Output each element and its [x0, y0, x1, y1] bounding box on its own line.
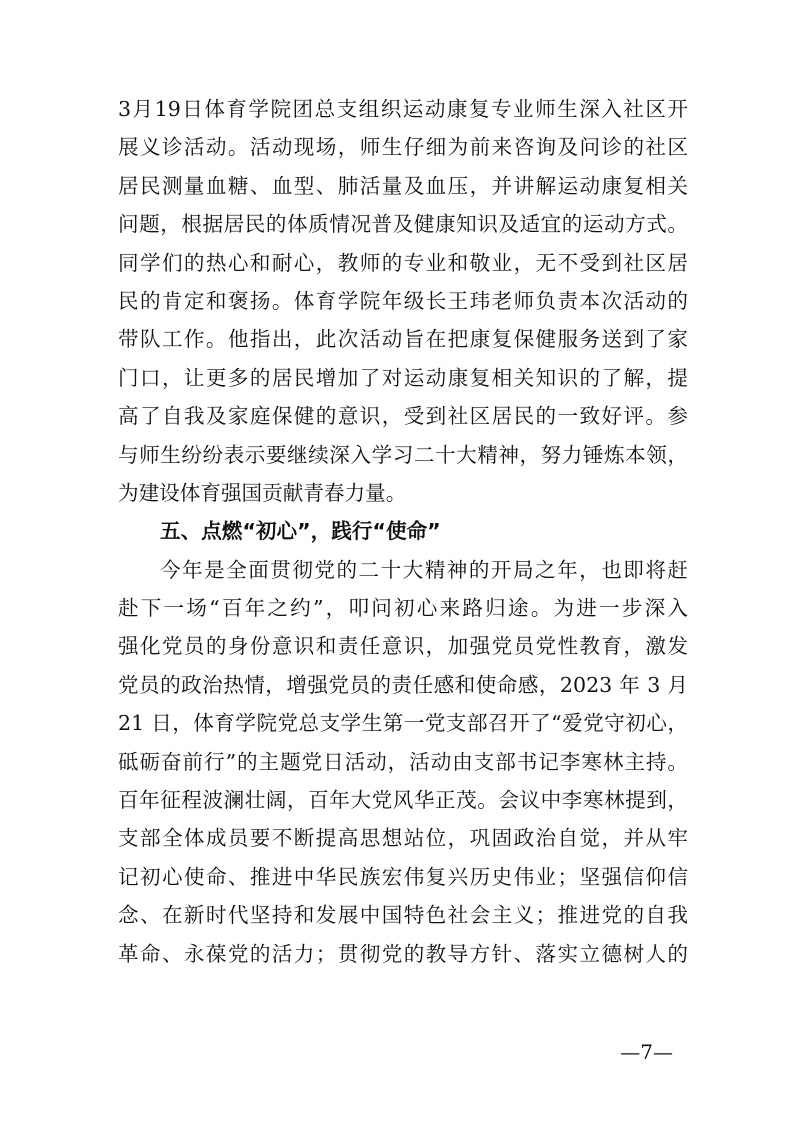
text-line: 党员的政治热情，增强党员的责任感和使命感，2023 年 3 月 — [118, 672, 688, 697]
text-line: 21 日，体育学院党总支学生第一党支部召开了“爱党守初心， — [118, 711, 688, 736]
text-line: 带队工作。他指出，此次活动旨在把康复保健服务送到了家 — [118, 327, 688, 352]
text-line: 居民测量血糖、血型、肺活量及血压，并讲解运动康复相关 — [118, 173, 688, 198]
text-line: 同学们的热心和耐心，教师的专业和敬业，无不受到社区居 — [118, 250, 688, 275]
text-line: 记初心使命、推进中华民族宏伟复兴历史伟业；坚强信仰信 — [118, 864, 688, 889]
text-line: 念、在新时代坚持和发展中国特色社会主义；推进党的自我 — [118, 903, 688, 928]
section-heading: 五、点燃“初心”，践行“使命” — [160, 519, 441, 544]
text-line: 赴下一场“百年之约”，叩问初心来路归途。为进一步深入 — [118, 596, 688, 621]
text-line: 为建设体育强国贡献青春力量。 — [118, 480, 407, 505]
text-line: 强化党员的身份意识和责任意识，加强党员党性教育，激发 — [118, 634, 688, 659]
text-line: 支部全体成员要不断提高思想站位，巩固政治自觉，并从牢 — [118, 826, 688, 851]
text-line: 百年征程波澜壮阔，百年大党风华正茂。会议中李寒林提到， — [118, 788, 688, 813]
text-line: 高了自我及家庭保健的意识，受到社区居民的一致好评。参 — [118, 404, 688, 429]
text-line: 革命、永葆党的活力；贯彻党的教导方针、落实立德树人的 — [118, 941, 688, 966]
text-line: 今年是全面贯彻党的二十大精神的开局之年，也即将赶 — [160, 557, 688, 582]
text-line: 与师生纷纷表示要继续深入学习二十大精神，努力锤炼本领， — [118, 442, 688, 467]
text-line: 展义诊活动。活动现场，师生仔细为前来咨询及问诊的社区 — [118, 135, 688, 160]
text-line: 门口，让更多的居民增加了对运动康复相关知识的了解，提 — [118, 365, 688, 390]
text-line: 问题，根据居民的体质情况普及健康知识及适宜的运动方式。 — [118, 212, 688, 237]
body-text — [118, 90, 688, 973]
text-line: 民的肯定和褒扬。体育学院年级长王玮老师负责本次活动的 — [118, 288, 688, 313]
page-number: —7— — [620, 1040, 673, 1064]
text-line: 3月19日体育学院团总支组织运动康复专业师生深入社区开 — [118, 97, 688, 121]
text-line: 砥砺奋前行”的主题党日活动，活动由支部书记李寒林主持。 — [118, 749, 688, 774]
